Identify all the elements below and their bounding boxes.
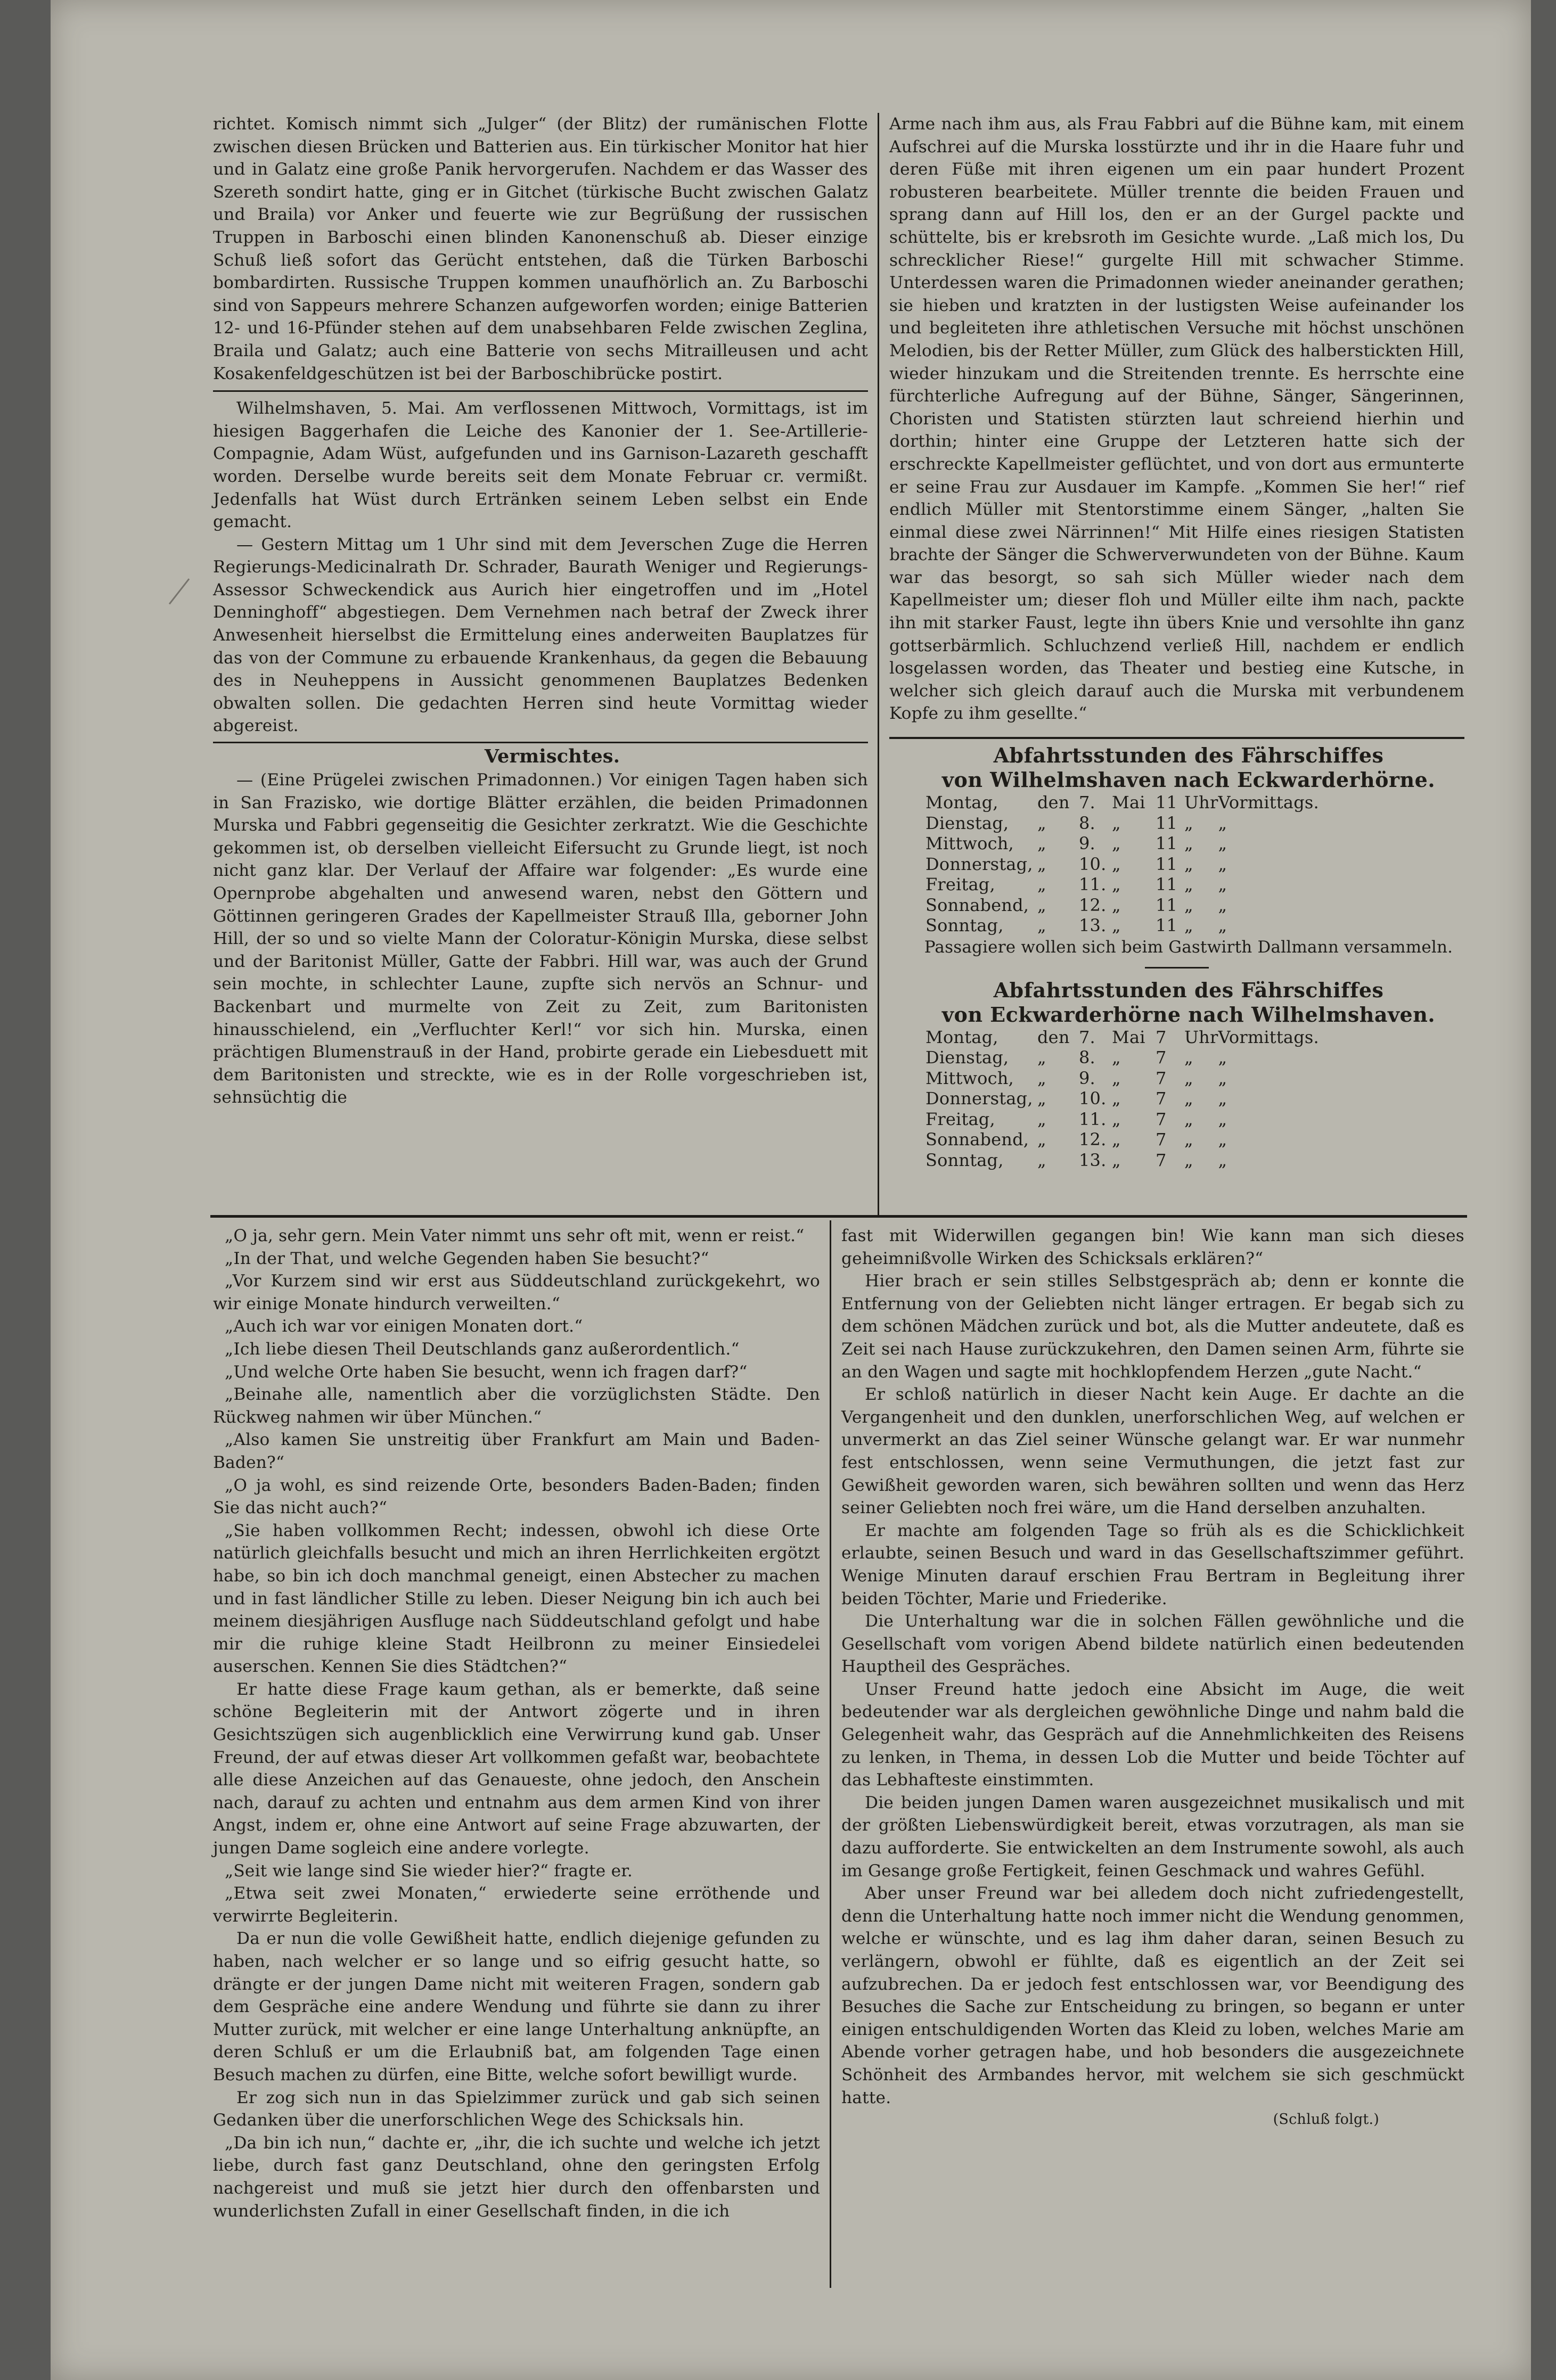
schedule-row: Montag, den 7. Mai 7 Uhr Vormittags. bbox=[926, 1027, 1319, 1047]
novel-paragraph: „Etwa seit zwei Monaten,“ erwiederte seine erröthende und verwirrte Begleiterin. bbox=[213, 1884, 820, 1926]
divider bbox=[213, 390, 868, 392]
schedule-subtitle: von Wilhelmshaven nach Eckwarderhörne. bbox=[941, 768, 1436, 792]
war-report-paragraph: richtet. Komisch nimmt sich „Julger“ (der Blitz) der rumänischen Flotte zwischen diesen Brücken und Batterien aus. Ein türkischer Monitor hat hier und in Galatz eine große Panik hervorgerufen. Nachdem er das Wasser des Szereth sondirt hatte, ging er in Gitchet (türkische Bucht zwischen Galatz und Braila) vor Anker und feuerte wie zur Begrüßung der russischen Truppen in Barboschi einen blinden Kanonenschuß ab. Dieser einzige Schuß ließ sofort das Gerücht entstehen, daß die Türken Barboschi bombardirten. Russische Truppen kommen unaufhörlich an. Zu Barboschi sind von Sappeurs mehrere Schanzen aufgeworfen worden; einige Batterien 12- und 16-Pfünder stehen auf dem unabsehbaren Felde zwischen Zeglina, Braila und Galatz; auch eine Batterie von sechs Mitrailleusen und acht Kosakenfeldgeschützen ist bei der Barboschibrücke postirt. bbox=[213, 114, 868, 383]
schedule-row: Sonnabend, „ 12. „ 11 „ „ bbox=[926, 894, 1227, 915]
schedule-subtitle: von Eckwarderhörne nach Wilhelmshaven. bbox=[941, 1002, 1436, 1027]
schedule-row: Mittwoch, „ 9. „ 7 „ „ bbox=[926, 1068, 1227, 1088]
wilhelmshaven-report-paragraph: Wilhelmshaven, 5. Mai. Am verflossenen Mittwoch, Vormittags, ist im hiesigen Baggerhafen die Leiche des Kanonier der 1. See-Artillerie-Compagnie, Adam Wüst, aufgefunden und ins Garnison-Lazareth geschafft worden. Derselbe wurde bereits seit dem Monate Februar cr. vermißt. Jedenfalls hat Wüst durch Ertränken seinem Leben selbst ein Ende gemacht. bbox=[213, 399, 868, 532]
novel-paragraph: fast mit Widerwillen gegangen bin! Wie kann man sich dieses geheimnißvolle Wirken des Schicksals erklären?“ bbox=[841, 1226, 1464, 1268]
novel-paragraph: Aber unser Freund war bei alledem doch nicht zufriedengestellt, denn die Unterhaltung hatte noch immer nicht die Wendung genommen, welche er wünschte, und es lag ihm daher daran, seinen Besuch zu verlängern, obwohl er fühlte, daß es eigentlich an der Zeit sei aufzubrechen. Da er jedoch fest entschlossen war, vor Beendigung des Besuches die Sache zur Entscheidung zu bringen, so begann er unter einigen entschuldigenden Worten das Kleid zu loben, welches Marie am Abende vorher getragen habe, und hob besonders die ausgezeichnete Schönheit des Armbandes hervor, mit welchem sie sich geschmückt hatte. bbox=[841, 1884, 1464, 2107]
novel-paragraph: Die Unterhaltung war die in solchen Fällen gewöhnliche und die Gesellschaft vom vorigen Abend bildete natürlich einen bedeutenden Hauptheil des Gespräches. bbox=[841, 1612, 1464, 1677]
schedule-row: Montag, den 7. Mai 11 Uhr Vormittags. bbox=[926, 792, 1319, 813]
column-right-top bbox=[889, 113, 1464, 1170]
novel-paragraph: Er hatte diese Frage kaum gethan, als er bemerkte, daß seine schöne Begleiterin mit der Antwort zögerte und in ihren Gesichtszügen sich augenblicklich eine Verwirrung kund gab. Unser Freund, der auf etwas dieser Art vollkommen gefaßt war, beobachtete alle diese Anzeichen auf das Genaueste, ohne jedoch, den Anschein nach, darauf zu achten und entnahm aus dem armen Kind von ihrer Angst, indem er, ohne eine Antwort auf seine Frage abzuwarten, der jungen Dame sogleich eine andere vorlegte. bbox=[213, 1679, 820, 1858]
schedule-row: Sonnabend, „ 12. „ 7 „ „ bbox=[926, 1129, 1227, 1150]
novel-column-right bbox=[841, 1225, 1464, 2130]
divider bbox=[889, 737, 1464, 739]
hospital-report-paragraph: — Gestern Mittag um 1 Uhr sind mit dem Jeverschen Zuge die Herren Regierungs-Medicinalrath Dr. Schrader, Baurath Weniger und Regierungs-Assessor Schweckendick aus Aurich hier eingetroffen und im „Hotel Denninghoff“ abgestiegen. Dem Vernehmen nach betraf der Zweck ihrer Anwesenheit hierselbst die Ermittelung eines anderweiten Bauplatzes für das von der Commune zu erbauende Krankenhaus, da gegen die Bebauung des in Neuheppens in Aussicht genommenen Bauplatzes Bedenken obwalten sollen. Die gedachten Herren sind heute Vormittag wieder abgereist. bbox=[213, 535, 868, 736]
novel-paragraph: „Da bin ich nun,“ dachte er, „ihr, die ich suchte und welche ich jetzt liebe, durch fast ganz Deutschland, ohne den geringsten Erfolg nachgereist und muß sie jetzt hier durch den offenbarsten und wunderlichsten Zufall in einer Gesellschaft finden, in die ich bbox=[213, 2133, 820, 2221]
novel-paragraph: „Und welche Orte haben Sie besucht, wenn ich fragen darf?“ bbox=[225, 1362, 748, 1382]
schedule-note: Passagiere wollen sich beim Gastwirth Dallmann versammeln. bbox=[924, 937, 1453, 957]
novel-paragraph: „Vor Kurzem sind wir erst aus Süddeutschland zurückgekehrt, wo wir einige Monate hindurch verweilten.“ bbox=[213, 1271, 820, 1314]
continued-note: (Schluß folgt.) bbox=[1273, 2111, 1379, 2128]
novel-paragraph: Er schloß natürlich in dieser Nacht kein Auge. Er dachte an die Vergangenheit und den dunklen, unerforschlichen Weg, auf welchen er unvermerkt an das Ziel seiner Wünsche gelangt war. Er war nunmehr fest entschlossen, wenn seine Vermuthungen, die jetzt fast zur Gewißheit geworden waren, sich bewähren sollten und wenn das Herz seiner Geliebten noch frei wäre, um die Hand derselben anzuhalten. bbox=[841, 1385, 1464, 1518]
schedule-row: Dienstag, „ 8. „ 7 „ „ bbox=[926, 1047, 1227, 1068]
novel-paragraph: „Beinahe alle, namentlich aber die vorzüglichsten Städte. Den Rückweg nahmen wir über München.“ bbox=[213, 1385, 820, 1427]
novel-paragraph: „Auch ich war vor einigen Monaten dort.“ bbox=[225, 1317, 583, 1336]
schedule-row: Sonntag, „ 13. „ 7 „ „ bbox=[926, 1150, 1227, 1170]
schedule-row: Mittwoch, „ 9. „ 11 „ „ bbox=[926, 833, 1227, 854]
feuilleton-divider bbox=[210, 1215, 1467, 1218]
novel-paragraph: Er zog sich nun in das Spielzimmer zurück und gab sich seinen Gedanken über die unerforschlichen Wege des Schicksals hin. bbox=[213, 2088, 820, 2130]
short-divider bbox=[1145, 967, 1209, 969]
novel-paragraph: „Seit wie lange sind Sie wieder hier?“ fragte er. bbox=[225, 1861, 633, 1881]
schedule-table bbox=[926, 1027, 1319, 1171]
column-rule-bottom bbox=[830, 1220, 831, 2288]
novel-paragraph: „Ich liebe diesen Theil Deutschlands ganz außerordentlich.“ bbox=[225, 1339, 740, 1359]
novel-column-left bbox=[213, 1225, 820, 2222]
novel-paragraph: Er machte am folgenden Tage so früh als es die Schicklichkeit erlaubte, seinen Besuch und ward in das Gesellschaftszimmer geführt. Wenige Minuten darauf erschien Frau Bertram in Begleitung ihrer beiden Töchter, Marie und Friederike. bbox=[841, 1521, 1464, 1608]
schedule-title: Abfahrtsstunden des Fährschiffes bbox=[993, 743, 1384, 768]
novel-paragraph: Da er nun die volle Gewißheit hatte, endlich diejenige gefunden zu haben, nach welcher er so lange und so eifrig gesucht hatte, so drängte er der jungen Dame nicht mit weiteren Fragen, sondern gab dem Gespräche eine andere Wendung und führte sie dann zu ihrer Mutter zurück, mit welcher er eine lange Unterhaltung anknüpfte, an deren Schluß er um die Erlaubniß bat, am folgenden Tage einen Besuch machen zu dürfen, eine Bitte, welche sofort bewilligt wurde. bbox=[213, 1929, 820, 2084]
schedule-row: Donnerstag, „ 10. „ 11 „ „ bbox=[926, 853, 1227, 874]
novel-paragraph: Unser Freund hatte jedoch eine Absicht im Auge, die weit bedeutender war als dergleichen gewöhnliche Dinge und nahm bald die Gelegenheit wahr, das Gespräch auf die Annehmlichkeiten des Reisens zu lenken, in Thema, in dessen Lob die Mutter und beide Töchter auf das Lebhafteste einstimmten. bbox=[841, 1679, 1464, 1790]
ferry-schedule-return bbox=[889, 978, 1464, 1171]
schedule-row: Freitag, „ 11. „ 11 „ „ bbox=[926, 874, 1227, 895]
section-heading-vermischtes: Vermischtes. bbox=[484, 745, 620, 768]
schedule-row: Dienstag, „ 8. „ 11 „ „ bbox=[926, 813, 1227, 833]
schedule-table bbox=[926, 792, 1319, 936]
schedule-row: Sonntag, „ 13. „ 11 „ „ bbox=[926, 915, 1227, 936]
primadonna-report-paragraph: — (Eine Prügelei zwischen Primadonnen.) Vor einigen Tagen haben sich in San Frazisko, wie dortige Blätter erzählen, die beiden Primadonnen Murska und Fabbri gegenseitig die Gesichter zerkratzt. Wie die Geschichte gekommen ist, ob derselben vielleicht Eifersucht zu Grunde liegt, ist noch nicht ganz klar. Der Verlauf der Affaire war folgender: „Es wurde eine Opernprobe abgehalten und anwesend waren, nebst den Göttern und Göttinnen geringeren Grades der Kapellmeister Strauß Illa, geborner John Hill, der so und so vielte Mann der Coloratur-Königin Murska, diese selbst und der Baritonist Müller, Gatte der Fabbri. Hill war, was auch der Grund sein mochte, in schlechter Laune, zupfte sich nervös an Schnur- und Backenbart und murmelte von Zeit zu Zeit, zum Baritonisten hinausschielend, ein „Verfluchter Kerl!“ vor sich hin. Murska, einen prächtigen Blumenstrauß in der Hand, probirte gerade ein Liebesduett mit dem Baritonisten und streckte, wie es in der Rolle vorgeschrieben ist, sehnsüchtig die bbox=[213, 770, 868, 1107]
newspaper-page bbox=[51, 0, 1531, 2380]
column-rule-top bbox=[878, 113, 879, 1215]
schedule-title: Abfahrtsstunden des Fährschiffes bbox=[993, 978, 1384, 1002]
primadonna-report-continued: Arme nach ihm aus, als Frau Fabbri auf die Bühne kam, mit einem Aufschrei auf die Murska losstürzte und ihr in die Haare fuhr und deren Füße mit ihren eigenen um ein paar hundert Prozent robusteren bearbeitete. Müller trennte die beiden Frauen und sprang dann auf Hill los, den er an der Gurgel packte und schüttelte, bis er krebsroth im Gesichte wurde. „Laß mich los, Du schrecklicher Riese!“ gurgelte Hill mit schwacher Stimme. Unterdessen waren die Primadonnen wieder aneinander gerathen; sie hieben und kratzten in der lustigsten Weise aufeinander los und begleiteten ihre athletischen Versuche mit höchst unschönen Melodien, bis der Retter Müller, zum Glück des halberstickten Hill, wieder hinzukam und die Streitenden trennte. Es herrschte eine fürchterliche Aufregung auf der Bühne, Sänger, Sängerinnen, Choristen und Statisten stürzten laut schreiend hierhin und dorthin; hinter eine Gruppe der Letzteren hatte sich der erschreckte Kapellmeister geflüchtet, und von dort aus ermunterte er seine Frau zur Ausdauer im Kampfe. „Kommen Sie her!“ rief endlich Müller mit Stentorstimme einem Sänger, „halten Sie einmal diese zwei Närrinnen!“ Mit Hilfe eines riesigen Statisten brachte der Sänger die Schwerverwundeten von der Bühne. Kaum war das besorgt, so sah sich Müller wieder nach dem Kapellmeister um; dieser floh und Müller eilte ihm nach, packte ihn mit starker Faust, legte ihn übers Knie und versohlte ihn ganz gottserbärmlich. Schluchzend verließ Hill, nachdem er endlich losgelassen worden, das Theater und bestieg eine Kutsche, in welcher sich gleich darauf auch die Murska mit verbundenem Kopfe zu ihm gesellte.“ bbox=[889, 114, 1464, 724]
novel-paragraph: „O ja wohl, es sind reizende Orte, besonders Baden-Baden; finden Sie das nicht auch?“ bbox=[213, 1475, 820, 1518]
schedule-row: Donnerstag, „ 10. „ 7 „ „ bbox=[926, 1088, 1227, 1109]
novel-paragraph: Hier brach er sein stilles Selbstgespräch ab; denn er konnte die Entfernung von der Geliebten nicht länger ertragen. Er begab sich zu dem schönen Mädchen zurück und bot, als die Mutter andeutete, daß es Zeit sei nach Hause zurückzukehren, den Damen seinen Arm, führte sie an den Wagen und sagte mit hochklopfendem Herzen „gute Nacht.“ bbox=[841, 1271, 1464, 1382]
novel-paragraph: „O ja, sehr gern. Mein Vater nimmt uns sehr oft mit, wenn er reist.“ bbox=[225, 1226, 805, 1245]
novel-paragraph: Die beiden jungen Damen waren ausgezeichnet musikalisch und mit der größten Liebenswürdigkeit bereit, etwas vorzutragen, als man sie dazu aufforderte. Sie entwickelten an dem Instrumente sowohl, als auch im Gesange große Fertigkeit, feinen Geschmack und wahres Gefühl. bbox=[841, 1793, 1464, 1881]
ferry-schedule-outbound bbox=[889, 743, 1464, 958]
column-left-top bbox=[213, 113, 868, 1109]
divider bbox=[213, 742, 868, 743]
schedule-row: Freitag, „ 11. „ 7 „ „ bbox=[926, 1109, 1227, 1129]
novel-paragraph: „In der That, und welche Gegenden haben Sie besucht?“ bbox=[225, 1249, 709, 1268]
novel-paragraph: „Sie haben vollkommen Recht; indessen, obwohl ich diese Orte natürlich gleichfalls besucht und mich an ihren Herrlichkeiten ergötzt habe, so bin ich doch manchmal geneigt, einen Abstecher zu machen und in fast ländlicher Stille zu leben. Dieser Neigung bin ich auch bei meinem diesjährigen Ausfluge nach Süddeutschland gefolgt und habe mir die ruhige kleine Stadt Heilbronn zu meiner Einsiedelei auserschen. Kennen Sie dies Städtchen?“ bbox=[213, 1521, 820, 1677]
novel-paragraph: „Also kamen Sie unstreitig über Frankfurt am Main und Baden-Baden?“ bbox=[213, 1430, 820, 1472]
